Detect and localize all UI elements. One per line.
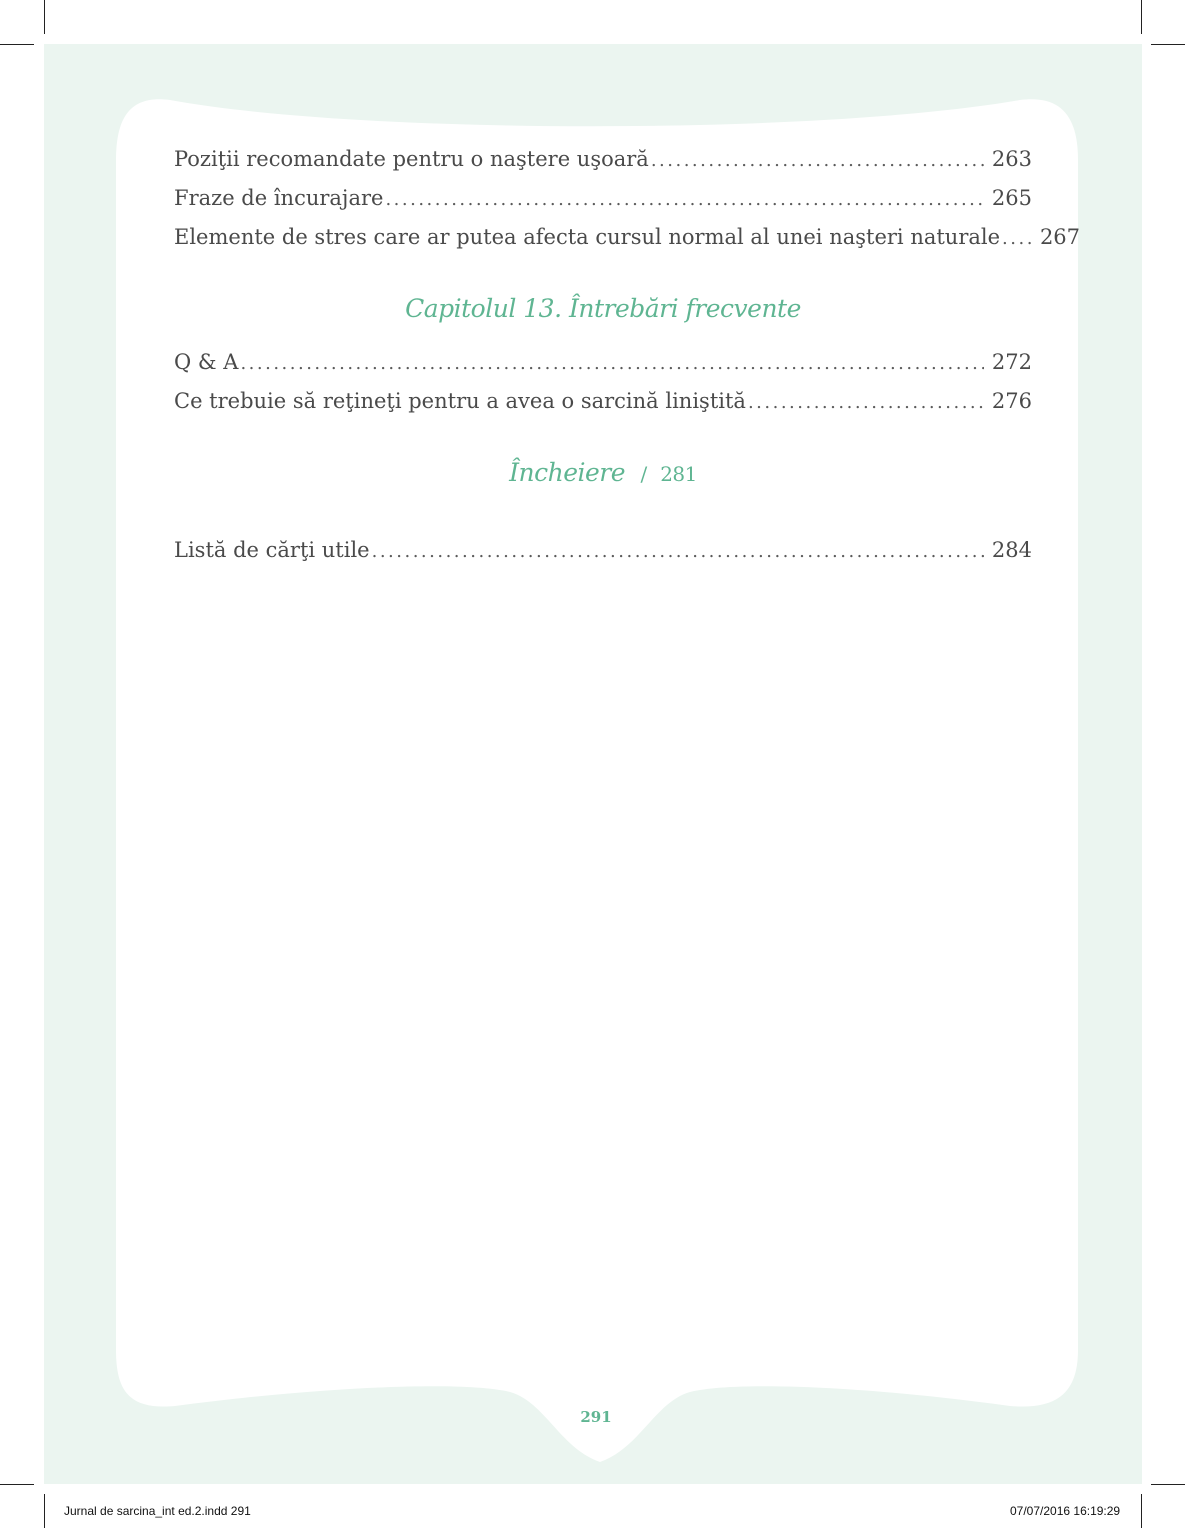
- toc-entry[interactable]: [174, 384, 1032, 418]
- chapter-heading-title: Capitolul 13. Întrebări frecvente: [405, 294, 801, 323]
- toc-entry-page: 276: [991, 389, 1032, 413]
- conclusion-heading-page: 281: [660, 462, 697, 486]
- toc-entry-title: Q & A: [174, 350, 239, 374]
- toc-entry-title: Listă de cărţi utile: [174, 538, 370, 562]
- toc-entry[interactable]: [174, 345, 1032, 379]
- toc-entry-page: 265: [991, 186, 1032, 210]
- toc-entry-page: 267: [1039, 225, 1081, 249]
- conclusion-heading: [174, 458, 1032, 487]
- page-number: 291: [580, 1408, 612, 1426]
- toc-entry[interactable]: [174, 142, 1032, 176]
- toc-entry-title: Poziţii recomandate pentru o naştere uşoară: [174, 147, 649, 171]
- chapter-heading: [174, 294, 1032, 323]
- slug-file: Jurnal de sarcina_int ed.2.indd 291: [64, 1504, 251, 1518]
- conclusion-heading-separator: /: [640, 462, 647, 486]
- dot-leader: [385, 183, 984, 217]
- dot-leader: [240, 347, 984, 381]
- toc-entry-title: Ce trebuie să reţineţi pentru a avea o sarcină liniştită: [174, 389, 746, 413]
- toc-entry[interactable]: [174, 181, 1032, 215]
- toc-entry-title: Fraze de încurajare: [174, 186, 384, 210]
- toc-entry-page: 272: [991, 350, 1032, 374]
- dot-leader: [748, 386, 984, 420]
- toc-entry-page: 284: [991, 538, 1032, 562]
- dot-leader: [1002, 222, 1032, 256]
- conclusion-heading-title: Încheiere: [509, 458, 626, 487]
- toc-entry[interactable]: [174, 220, 1081, 254]
- toc-entry-title: Elemente de stres care ar putea afecta cursul normal al unei naşteri naturale: [174, 225, 1001, 249]
- dot-leader: [651, 144, 984, 178]
- dot-leader: [372, 535, 984, 569]
- toc-entry-page: 263: [991, 147, 1032, 171]
- slug-datetime: 07/07/2016 16:19:29: [1010, 1504, 1121, 1518]
- toc-entry[interactable]: [174, 533, 1032, 567]
